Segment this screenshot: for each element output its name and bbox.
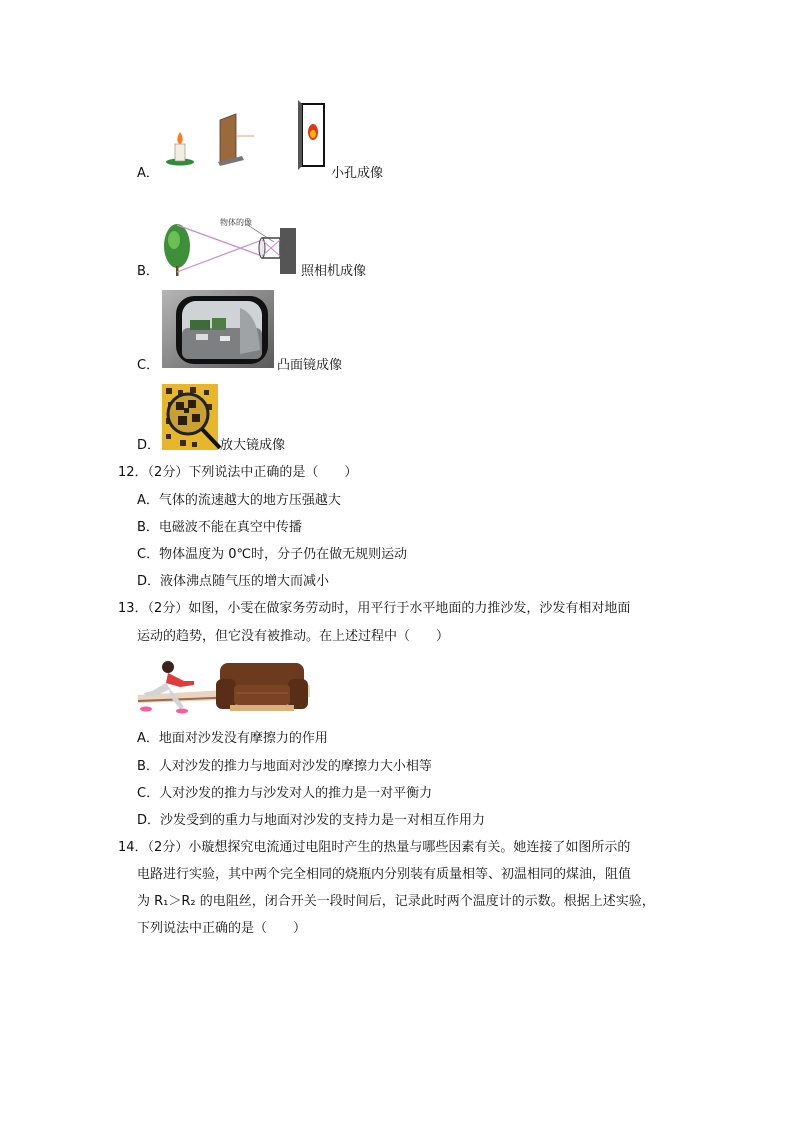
figure-label: 物体的像 xyxy=(220,218,252,227)
option-c: C．人对沙发的推力与沙发对人的推力是一对平衡力 xyxy=(137,786,433,801)
option-c: C．物体温度为 0℃时，分子仍在做无规则运动 xyxy=(137,547,408,562)
option-caption: 凸面镜成像 xyxy=(277,358,343,373)
option-d: D．沙发受到的重力与地面对沙发的支持力是一对相互作用力 xyxy=(137,813,486,828)
option-letter: D． xyxy=(137,438,161,453)
option-a: A．地面对沙发没有摩擦力的作用 xyxy=(137,731,328,746)
question-stem-line: 运动的趋势，但它没有被推动。在上述过程中（ ） xyxy=(137,629,450,644)
option-a: A．气体的流速越大的地方压强越大 xyxy=(137,493,341,508)
option-b: B．人对沙发的推力与地面对沙发的摩擦力大小相等 xyxy=(137,759,432,774)
question-stem-line: 13．（2分）如图，小雯在做家务劳动时，用平行于水平地面的力推沙发，沙发有相对地面 xyxy=(118,601,631,616)
question-stem-line: 为 R₁＞R₂ 的电阻丝，闭合开关一段时间后，记录此时两个温度计的示数。根据上述实验， xyxy=(137,894,655,909)
question-stem-line: 下列说法中正确的是（ ） xyxy=(137,921,307,936)
option-caption: 放大镜成像 xyxy=(220,438,286,453)
option-caption: 小孔成像 xyxy=(331,166,384,181)
question-stem: 12．（2分）下列说法中正确的是（ ） xyxy=(118,465,358,480)
option-letter: A． xyxy=(137,166,159,181)
pushing-sofa-figure xyxy=(138,657,310,717)
magnifier-figure xyxy=(162,384,222,450)
option-letter: B． xyxy=(137,264,159,279)
question-stem-line: 14．（2分）小璇想探究电流通过电阻时产生的热量与哪些因素有关。她连接了如图所示的 xyxy=(118,840,631,855)
camera-imaging-figure xyxy=(162,216,300,280)
option-letter: C． xyxy=(137,358,160,373)
convex-mirror-figure xyxy=(162,290,274,368)
pinhole-imaging-figure xyxy=(162,98,330,180)
option-d: D．液体沸点随气压的增大而减小 xyxy=(137,574,330,589)
option-b: B．电磁波不能在真空中传播 xyxy=(137,520,302,535)
option-caption: 照相机成像 xyxy=(301,264,367,279)
question-stem-line: 电路进行实验，其中两个完全相同的烧瓶内分别装有质量相等、初温相同的煤油，阻值 xyxy=(137,867,632,882)
